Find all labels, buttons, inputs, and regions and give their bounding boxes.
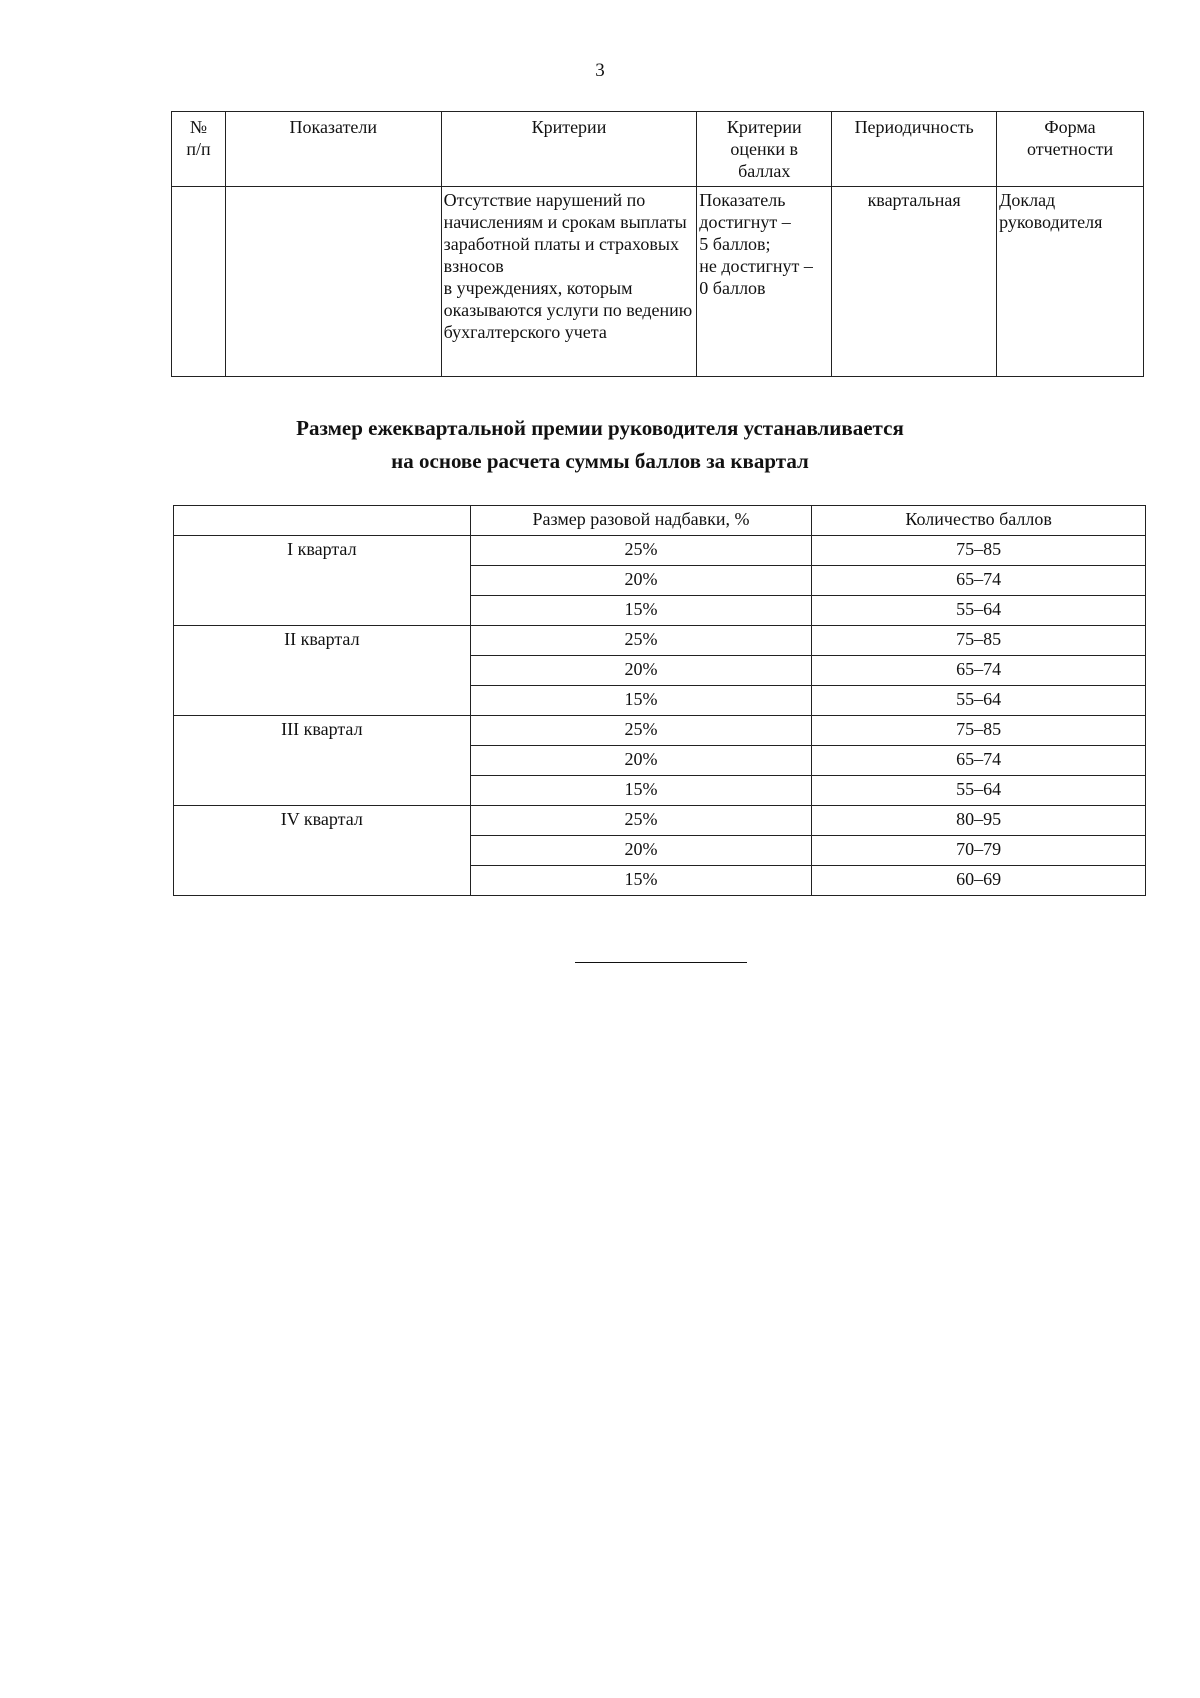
header-score: Критерии оценки в баллах bbox=[697, 112, 832, 187]
points-cell: 65–74 bbox=[812, 566, 1146, 596]
premium-header-row bbox=[174, 506, 1146, 536]
percent-cell: 15% bbox=[470, 596, 812, 626]
cell-criteria: Отсутствие нарушений по начислениям и срокам выплаты заработной платы и страховых взносов в учреждениях, которым оказываются услуги по ведению бухгалтерского учета bbox=[441, 187, 697, 377]
points-cell: 65–74 bbox=[812, 656, 1146, 686]
quarter-label: IV квартал bbox=[174, 806, 471, 896]
percent-cell: 15% bbox=[470, 686, 812, 716]
percent-cell: 15% bbox=[470, 776, 812, 806]
quarter-label: III квартал bbox=[174, 716, 471, 806]
percent-cell: 25% bbox=[470, 716, 812, 746]
points-cell: 60–69 bbox=[812, 866, 1146, 896]
points-cell: 65–74 bbox=[812, 746, 1146, 776]
percent-cell: 25% bbox=[470, 536, 812, 566]
cell-indicator bbox=[225, 187, 441, 377]
premium-table bbox=[173, 505, 1146, 896]
criteria-table bbox=[171, 111, 1144, 377]
points-cell: 55–64 bbox=[812, 686, 1146, 716]
header-indicators: Показатели bbox=[225, 112, 441, 187]
header-points: Количество баллов bbox=[812, 506, 1146, 536]
page-number: 3 bbox=[595, 60, 605, 81]
percent-cell: 20% bbox=[470, 746, 812, 776]
percent-cell: 20% bbox=[470, 566, 812, 596]
criteria-row bbox=[172, 187, 1144, 377]
cell-score: Показатель достигнут – 5 баллов; не достигнут – 0 баллов bbox=[697, 187, 832, 377]
points-cell: 80–95 bbox=[812, 806, 1146, 836]
table-row bbox=[174, 536, 1146, 566]
points-cell: 75–85 bbox=[812, 716, 1146, 746]
closing-divider bbox=[575, 962, 747, 963]
section-title bbox=[0, 412, 1200, 478]
quarter-label: II квартал bbox=[174, 626, 471, 716]
percent-cell: 20% bbox=[470, 836, 812, 866]
points-cell: 75–85 bbox=[812, 626, 1146, 656]
cell-report-form: Доклад руководителя bbox=[997, 187, 1144, 377]
points-cell: 55–64 bbox=[812, 596, 1146, 626]
header-periodicity: Периодичность bbox=[832, 112, 997, 187]
points-cell: 75–85 bbox=[812, 536, 1146, 566]
table-row bbox=[174, 626, 1146, 656]
quarter-label: I квартал bbox=[174, 536, 471, 626]
header-quarter bbox=[174, 506, 471, 536]
criteria-header-row bbox=[172, 112, 1144, 187]
table-row bbox=[174, 806, 1146, 836]
header-percent: Размер разовой надбавки, % bbox=[470, 506, 812, 536]
points-cell: 55–64 bbox=[812, 776, 1146, 806]
header-report-form: Форма отчетности bbox=[997, 112, 1144, 187]
header-number: № п/п bbox=[172, 112, 226, 187]
cell-periodicity: квартальная bbox=[832, 187, 997, 377]
section-title-line1: Размер ежеквартальной премии руководителя устанавливается bbox=[296, 416, 904, 440]
points-cell: 70–79 bbox=[812, 836, 1146, 866]
percent-cell: 25% bbox=[470, 806, 812, 836]
table-row bbox=[174, 716, 1146, 746]
percent-cell: 20% bbox=[470, 656, 812, 686]
cell-number bbox=[172, 187, 226, 377]
section-title-line2: на основе расчета суммы баллов за квартал bbox=[391, 449, 809, 473]
percent-cell: 25% bbox=[470, 626, 812, 656]
percent-cell: 15% bbox=[470, 866, 812, 896]
header-criteria: Критерии bbox=[441, 112, 697, 187]
